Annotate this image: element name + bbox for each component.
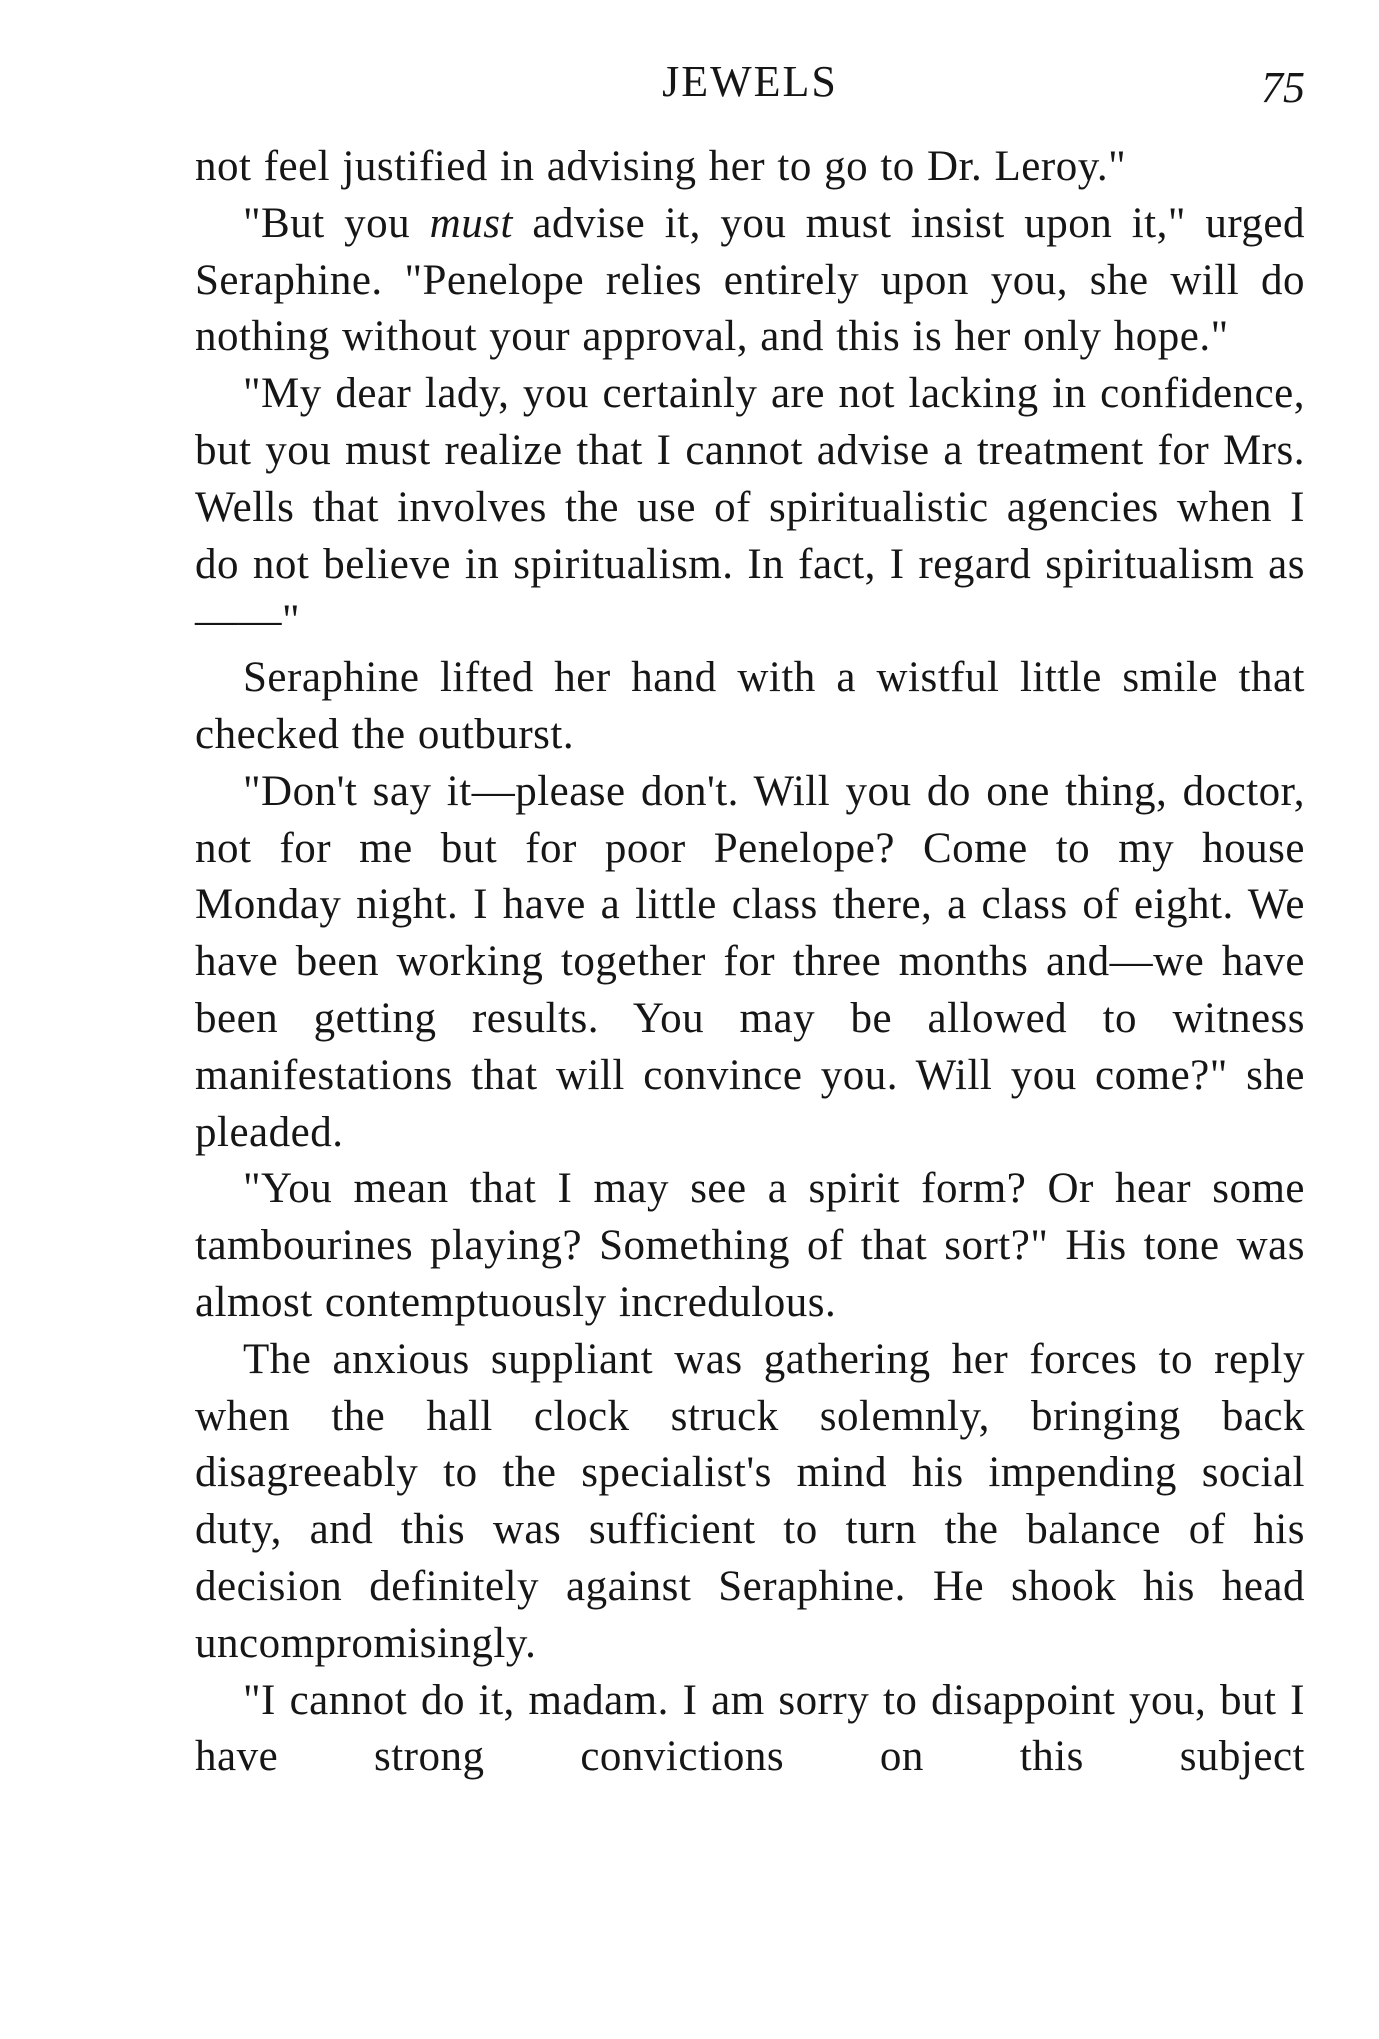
page-number: 75 bbox=[1261, 63, 1305, 112]
paragraph: Seraphine lifted her hand with a wistful little smile that checked the outburst. bbox=[195, 654, 1305, 758]
paragraph: not feel justified in advising her to go to Dr. Leroy." bbox=[195, 143, 1127, 190]
paragraph: The anxious suppliant was gathering her forces to reply when the hall clock struck solemnly, bringing back disagreeably to the specialist's mind his impending social duty, and this was sufficient to turn the balance of his decision definitely against Seraphine. He shook his head uncompromisingly. bbox=[195, 1335, 1305, 1667]
running-title: JEWELS bbox=[662, 57, 838, 106]
body-text bbox=[195, 139, 1305, 1786]
emphasized-word: must bbox=[429, 199, 513, 247]
paragraph: "My dear lady, you certainly are not lacking in confidence, but you must realize that I cannot advise a treatment for Mrs. Wells that involves the use of spiritualistic agencies when I do not believe in spiritualism. In fact, I regard spiritualism as——" bbox=[195, 370, 1305, 645]
paragraph-text: advise it, you must insist upon it," urged Seraphine. "Penelope relies entirely upon you, she will do nothing without your approval, and this is her only hope." bbox=[195, 199, 1305, 361]
paragraph: "Don't say it—please don't. Will you do one thing, doctor, not for me but for poor Penelope? Come to my house Monday night. I have a little class there, a class of eight. We have been working together for three months and—we have been getting results. You may be allowed to witness manifestations that will convince you. Will you come?" she pleaded. bbox=[195, 767, 1305, 1156]
paragraph bbox=[195, 196, 1305, 366]
paragraph-text: "But you bbox=[243, 199, 430, 247]
paragraph: "I cannot do it, madam. I am sorry to disappoint you, but I have strong convictions on this subject bbox=[195, 1676, 1305, 1781]
running-head bbox=[195, 52, 1305, 112]
paragraph: "You mean that I may see a spirit form? Or hear some tambourines playing? Something of that sort?" His tone was almost contemptuously incredulous. bbox=[195, 1165, 1305, 1326]
